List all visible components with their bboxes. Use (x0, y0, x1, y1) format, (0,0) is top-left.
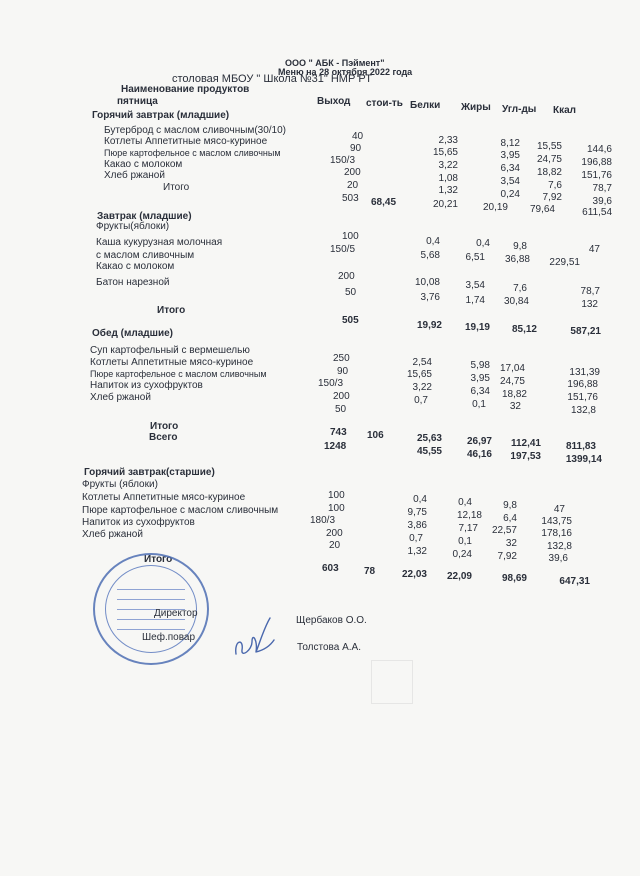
item-carbs: 24,75 (536, 154, 562, 165)
item-name: Фрукты (яблоки) (82, 479, 158, 490)
item-output: 180/3 (310, 515, 336, 526)
item-fat: 12,18 (456, 510, 482, 521)
item-protein: 9,75 (407, 507, 427, 518)
grand-total-kcal: 1399,14 (565, 454, 602, 465)
section-title: Обед (младшие) (92, 328, 174, 339)
col-cost: стои-ть (366, 98, 403, 109)
grand-total-label: Всего (149, 432, 178, 443)
total-fat: 22,09 (446, 571, 472, 582)
item-fat: 5,98 (470, 360, 490, 371)
item-fat: 3,95 (470, 373, 490, 384)
item-carbs: 32 (505, 538, 517, 549)
item-kcal: 131,39 (569, 367, 600, 378)
item-name: Суп картофельный с вермешелью (90, 345, 250, 356)
item-kcal: 151,76 (567, 392, 598, 403)
item-output: 150/3 (318, 378, 344, 389)
item-protein: 2,33 (438, 135, 458, 146)
total-label: Итого (150, 421, 179, 432)
item-fat: 0,1 (458, 536, 472, 547)
total-label: Итого (163, 182, 190, 193)
item-kcal: 196,88 (567, 379, 598, 390)
item-name: Хлеб ржаной (90, 392, 151, 403)
item-fat: 1,74 (465, 295, 485, 306)
total-carbs: 79,64 (529, 204, 555, 215)
item-name: Фрукты(яблоки) (96, 221, 170, 232)
item-name: Пюре картофельное с маслом сливочным (82, 505, 279, 516)
col-protein: Белки (410, 100, 441, 111)
handwritten-signature (230, 610, 290, 662)
director-title: Директор (154, 608, 198, 619)
item-kcal: 132,8 (546, 541, 572, 552)
item-output: 50 (345, 287, 357, 298)
item-protein: 0,4 (413, 494, 427, 505)
item-name: Бутерброд с маслом сливочным(30/10) (104, 125, 286, 136)
item-output: 50 (335, 404, 347, 415)
total-kcal: 647,31 (559, 576, 590, 587)
total-output: 743 (330, 427, 347, 438)
item-name: Напиток из сухофруктов (90, 380, 203, 391)
total-kcal: 611,54 (582, 207, 612, 218)
item-kcal: 78,7 (580, 286, 600, 297)
item-output: 100 (328, 503, 345, 514)
total-carbs: 85,12 (511, 324, 537, 335)
item-output: 200 (344, 167, 361, 178)
item-carbs: 7,6 (513, 283, 527, 294)
item-name: Батон нарезной (96, 277, 170, 288)
total-output: 505 (342, 315, 359, 326)
section-title: Горячий завтрак(старшие) (84, 467, 215, 478)
item-carbs: 30,84 (503, 296, 529, 307)
item-kcal: 196,88 (581, 157, 612, 168)
item-fat: 6,51 (465, 252, 485, 263)
total-fat: 26,97 (466, 436, 492, 447)
item-protein: 0,7 (409, 533, 423, 544)
item-protein: 1,32 (407, 546, 427, 557)
item-fat: 6,34 (500, 163, 520, 174)
item-name: Пюре картофельное с маслом сливочным (90, 369, 267, 379)
item-protein: 1,08 (438, 173, 458, 184)
item-protein: 0,4 (426, 236, 440, 247)
item-name: Котлеты Аппетитные мясо-куриное (104, 136, 268, 147)
item-protein: 10,08 (414, 277, 440, 288)
item-name: Каша кукурузная молочная (96, 237, 223, 248)
item-carbs: 7,6 (548, 180, 562, 191)
col-name: Наименование продуктов (121, 84, 250, 95)
item-carbs: 7,92 (542, 192, 562, 203)
total-fat: 19,19 (464, 322, 490, 333)
col-output: Выход (317, 96, 351, 107)
item-carbs: 32 (509, 401, 521, 412)
total-cost: 68,45 (371, 197, 397, 208)
item-carbs: 7,92 (497, 551, 517, 562)
item-fat: 7,17 (458, 523, 478, 534)
item-kcal: 78,7 (592, 183, 612, 194)
item-output: 250 (333, 353, 350, 364)
item-name: Какао с молоком (96, 261, 175, 272)
total-output: 603 (322, 563, 339, 574)
item-protein: 3,22 (412, 382, 432, 393)
col-carbs: Угл-ды (502, 104, 537, 115)
item-name: Котлеты Аппетитные мясо-куриное (90, 357, 254, 368)
col-fat: Жиры (461, 102, 491, 113)
item-carbs: 36,88 (504, 254, 530, 265)
menu-date: Меню на 28 октября 2022 года (278, 67, 413, 77)
grand-total-fat: 46,16 (466, 449, 492, 460)
total-kcal: 587,21 (570, 326, 601, 337)
total-fat: 20,19 (482, 202, 508, 213)
item-output: 90 (350, 143, 362, 154)
total-protein: 20,21 (432, 199, 458, 210)
item-output: 150/3 (330, 155, 356, 166)
item-fat: 3,54 (465, 280, 485, 291)
item-carbs: 22,57 (491, 525, 517, 536)
item-protein: 3,76 (420, 292, 440, 303)
total-label: Итого (144, 554, 173, 565)
item-fat: 0,4 (458, 497, 472, 508)
item-protein: 15,65 (406, 369, 432, 380)
item-protein: 15,65 (432, 147, 458, 158)
item-name: с маслом сливочным (96, 250, 195, 261)
director-name: Щербаков О.О. (296, 615, 367, 626)
grand-total-carbs: 197,53 (510, 451, 541, 462)
item-fat: 0,4 (476, 238, 490, 249)
item-kcal: 39,6 (548, 553, 568, 564)
item-name: Хлеб ржаной (82, 529, 143, 540)
item-output: 90 (337, 366, 349, 377)
section-title: Горячий завтрак (младшие) (92, 110, 230, 121)
total-protein: 25,63 (416, 433, 442, 444)
item-output: 200 (338, 271, 355, 282)
item-output: 200 (333, 391, 350, 402)
item-output: 20 (329, 540, 341, 551)
item-carbs: 17,04 (499, 363, 525, 374)
item-carbs: 15,55 (536, 141, 562, 152)
total-output: 503 (342, 193, 359, 204)
item-name: Котлеты Аппетитные мясо-куриное (82, 492, 246, 503)
item-protein: 5,68 (420, 250, 440, 261)
item-fat: 3,95 (500, 150, 520, 161)
item-output: 100 (342, 231, 359, 242)
section-title: Завтрак (младшие) (97, 211, 192, 222)
total-cost: 106 (367, 430, 384, 441)
faint-stamp-mark (371, 660, 413, 704)
org-name: ООО " АБК - Пэймент" (285, 58, 385, 68)
item-fat: 0,24 (452, 549, 472, 560)
item-output: 100 (328, 490, 345, 501)
school-name: столовая МБОУ " Школа №31" НМР РТ (172, 73, 372, 85)
item-carbs: 9,8 (503, 500, 517, 511)
item-kcal: 47 (553, 504, 565, 515)
item-output: 40 (352, 131, 364, 142)
item-name: Пюре картофельное с маслом сливочным (104, 148, 281, 158)
item-fat: 0,1 (472, 399, 486, 410)
item-kcal: 132,8 (570, 405, 596, 416)
total-protein: 19,92 (416, 320, 442, 331)
item-kcal: 143,75 (541, 516, 572, 527)
item-protein: 1,32 (438, 185, 458, 196)
item-name: Напиток из сухофруктов (82, 517, 195, 528)
item-fat: 6,34 (470, 386, 490, 397)
item-protein: 2,54 (412, 357, 432, 368)
item-kcal: 39,6 (592, 196, 612, 207)
item-output: 150/5 (330, 244, 356, 255)
col-kcal: Ккал (553, 105, 577, 116)
item-carbs: 6,4 (503, 513, 517, 524)
item-name: Хлеб ржаной (104, 170, 165, 181)
total-protein: 22,03 (401, 569, 427, 580)
item-protein: 0,7 (414, 395, 428, 406)
item-name: Какао с молоком (104, 159, 183, 170)
item-kcal: 178,16 (541, 528, 572, 539)
item-kcal: 144,6 (586, 144, 612, 155)
item-carbs: 24,75 (499, 376, 525, 387)
total-cost: 78 (364, 566, 376, 577)
item-carbs: 9,8 (513, 241, 527, 252)
col-day: пятница (117, 96, 158, 107)
item-protein: 3,22 (438, 160, 458, 171)
item-kcal: 229,51 (549, 257, 580, 268)
item-kcal: 151,76 (581, 170, 612, 181)
item-kcal: 132 (581, 299, 598, 310)
total-kcal: 811,83 (565, 441, 596, 452)
item-fat: 3,54 (500, 176, 520, 187)
total-carbs: 98,69 (501, 573, 527, 584)
grand-total-protein: 45,55 (416, 446, 442, 457)
chef-title: Шеф.повар (142, 632, 196, 643)
item-kcal: 47 (588, 244, 600, 255)
item-output: 20 (347, 180, 359, 191)
item-fat: 0,24 (500, 189, 520, 200)
item-carbs: 18,82 (501, 389, 527, 400)
item-output: 200 (326, 528, 343, 539)
item-fat: 8,12 (500, 138, 520, 149)
total-carbs: 112,41 (510, 438, 541, 449)
chef-name: Толстова А.А. (297, 642, 361, 653)
grand-total-output: 1248 (324, 441, 347, 452)
item-protein: 3,86 (407, 520, 427, 531)
total-label: Итого (157, 305, 186, 316)
item-carbs: 18,82 (536, 167, 562, 178)
